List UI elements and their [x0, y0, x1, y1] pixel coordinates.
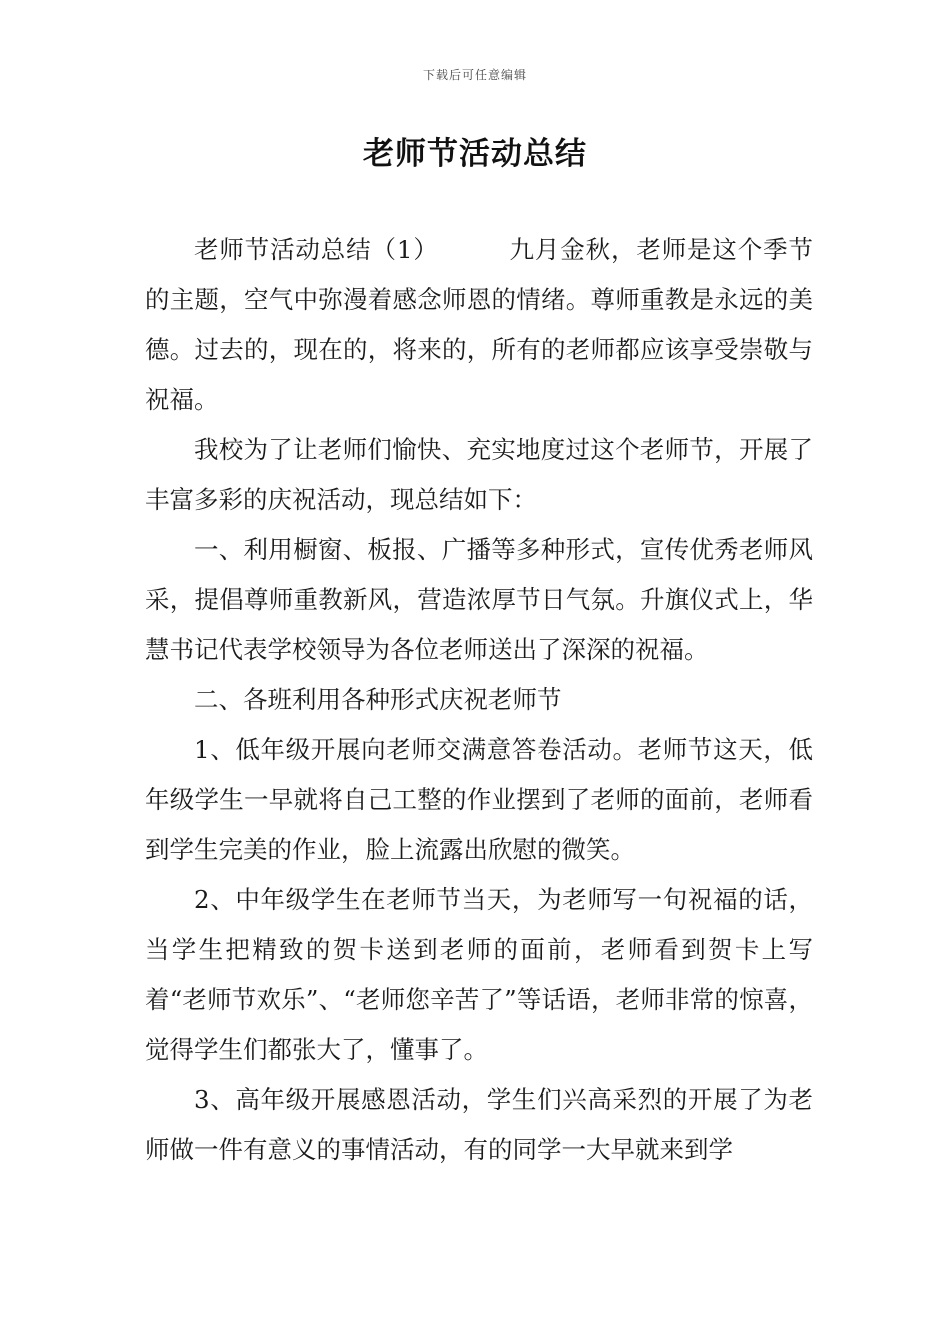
paragraph-intro — [145, 225, 813, 425]
paragraph-section-1: 一、利用橱窗、板报、广播等多种形式，宣传优秀老师风采，提倡尊师重教新风，营造浓厚节日气氛。升旗仪式上，华慧书记代表学校领导为各位老师送出了深深的祝福。 — [145, 535, 813, 664]
header-note: 下载后可任意编辑 — [422, 68, 527, 82]
paragraph-item-2: 2、中年级学生在老师节当天，为老师写一句祝福的话，当学生把精致的贺卡送到老师的面前，老师看到贺卡上写着“老师节欢乐”、“老师您辛苦了”等话语，老师非常的惊喜，觉得学生们都张大了，懂事了。 — [145, 885, 813, 1064]
document-body — [145, 225, 813, 1175]
paragraph-section-2-heading: 二、各班利用各种形式庆祝老师节 — [194, 685, 562, 714]
paragraph-item-1: 1、低年级开展向老师交满意答卷活动。老师节这天，低年级学生一早就将自己工整的作业摆到了老师的面前，老师看到学生完美的作业，脸上流露出欣慰的微笑。 — [145, 735, 813, 864]
paragraph-item-3: 3、高年级开展感恩活动，学生们兴高采烈的开展了为老师做一件有意义的事情活动，有的同学一大早就来到学 — [145, 1085, 813, 1164]
paragraph-overview: 我校为了让老师们愉快、充实地度过这个老师节，开展了丰富多彩的庆祝活动，现总结如下： — [145, 435, 813, 514]
document-title: 老师节活动总结 — [363, 136, 587, 172]
paragraph-intro-text: 九月金秋，老师是这个季节的主题，空气中弥漫着感念师恩的情绪。尊师重教是永远的美德。过去的，现在的，将来的，所有的老师都应该享受崇敬与祝福。 — [145, 235, 813, 414]
paragraph-intro-lead: 老师节活动总结（1） — [194, 235, 439, 264]
